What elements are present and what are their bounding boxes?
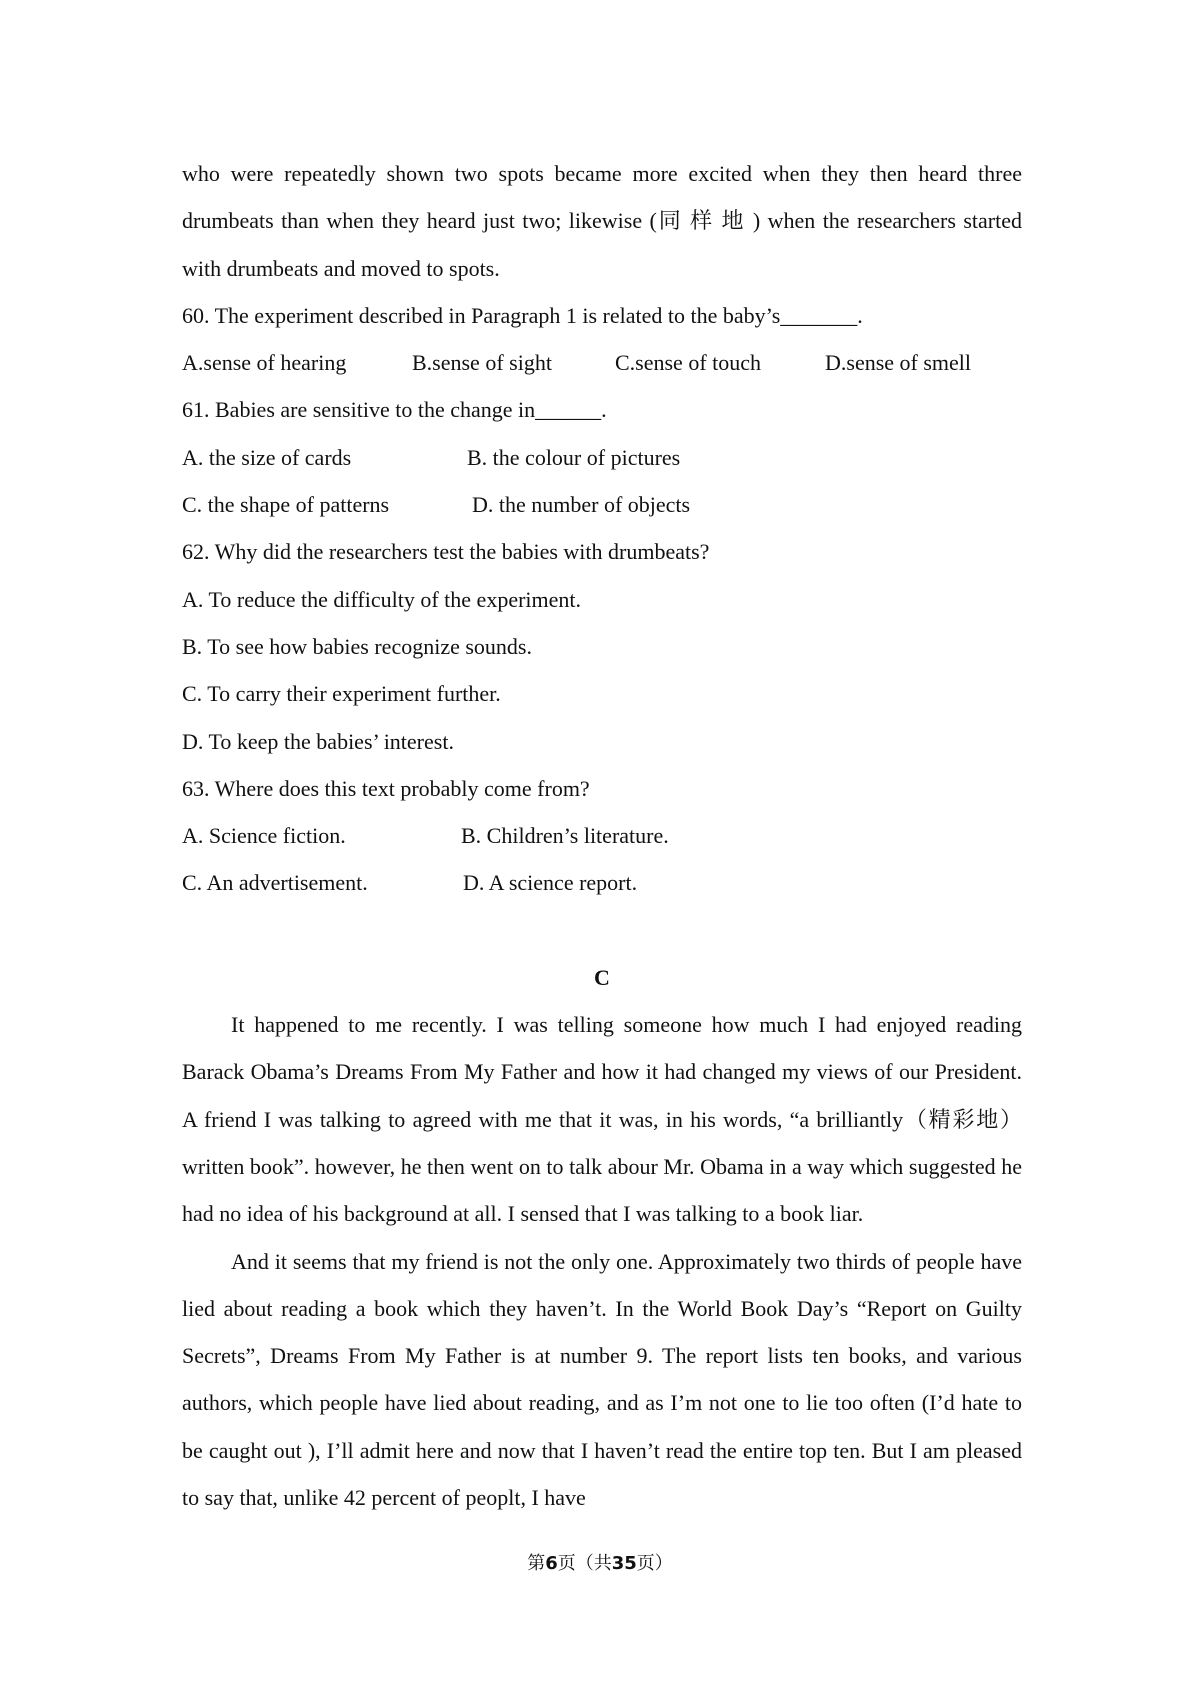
option-c: C. the shape of patterns: [182, 492, 390, 518]
passage-b-continuation: who were repeatedly shown two spots became more excited when they then heard three drumbeats than when they heard just two; likewise (同 样 地 ) when the researchers started with drumbeats and moved to spots.: [182, 161, 1022, 281]
footer-prefix: 第: [527, 1553, 546, 1574]
question-63-stem: 63. Where does this text probably come from?: [182, 775, 590, 801]
footer-page-number: 6: [545, 1553, 558, 1574]
question-60-options: [182, 339, 1022, 386]
option-a: A.sense of hearing: [182, 350, 347, 376]
question-60-stem: 60. The experiment described in Paragraph 1 is related to the baby’s_______.: [182, 302, 863, 328]
option-d: D. A science report.: [463, 870, 638, 896]
option-a: A. the size of cards: [182, 444, 352, 470]
question-61-stem: 61. Babies are sensitive to the change in______.: [182, 397, 607, 423]
option-b: B. Children’s literature.: [461, 823, 669, 849]
option-b: B.sense of sight: [412, 350, 552, 376]
section-c-title: C: [594, 964, 610, 990]
section-c-paragraph-1: It happened to me recently. I was telling someone how much I had enjoyed reading Barack Obama’s Dreams From My Father and how it had changed my views of our President. A friend I was talking to agreed with me that it was, in his words, “a brilliantly（精彩地） written book”. however, he then went on to talk abour Mr. Obama in a way which suggested he had no idea of his background at all. I sensed that I was talking to a book liar.: [182, 1012, 1022, 1227]
option-d: D. To keep the babies’ interest.: [182, 728, 454, 754]
footer-total-pages: 35: [611, 1553, 637, 1574]
footer-middle: 页（共: [557, 1553, 612, 1574]
option-c: C. An advertisement.: [182, 870, 368, 896]
option-d: D.sense of smell: [825, 350, 972, 376]
option-b: B. To see how babies recognize sounds.: [182, 633, 532, 659]
page-footer: [0, 1552, 1200, 1576]
option-c: C. To carry their experiment further.: [182, 681, 501, 707]
question-61-options-row2: [182, 481, 1022, 528]
question-63-options-row2: [182, 859, 1022, 906]
question-61-options-row1: [182, 434, 1022, 481]
footer-suffix: 页）: [636, 1553, 673, 1574]
question-62-stem: 62. Why did the researchers test the babies with drumbeats?: [182, 539, 710, 565]
option-d: D. the number of objects: [472, 492, 691, 518]
option-a: A. To reduce the difficulty of the experiment.: [182, 586, 582, 612]
option-b: B. the colour of pictures: [467, 444, 681, 470]
option-c: C.sense of touch: [615, 350, 762, 376]
option-a: A. Science fiction.: [182, 823, 346, 849]
question-63-options-row1: [182, 812, 1022, 859]
page-content: [182, 150, 1022, 1521]
section-c-paragraph-2: And it seems that my friend is not the only one. Approximately two thirds of people have lied about reading a book which they haven’t. In the World Book Day’s “Report on Guilty Secrets”, Dreams From My Father is at number 9. The report lists ten books, and various authors, which people have lied about reading, and as I’m not one to lie too often (I’d hate to be caught out ), I’ll admit here and now that I haven’t read the entire top ten. But I am pleased to say that, unlike 42 percent of peoplt, I have: [182, 1248, 1022, 1511]
